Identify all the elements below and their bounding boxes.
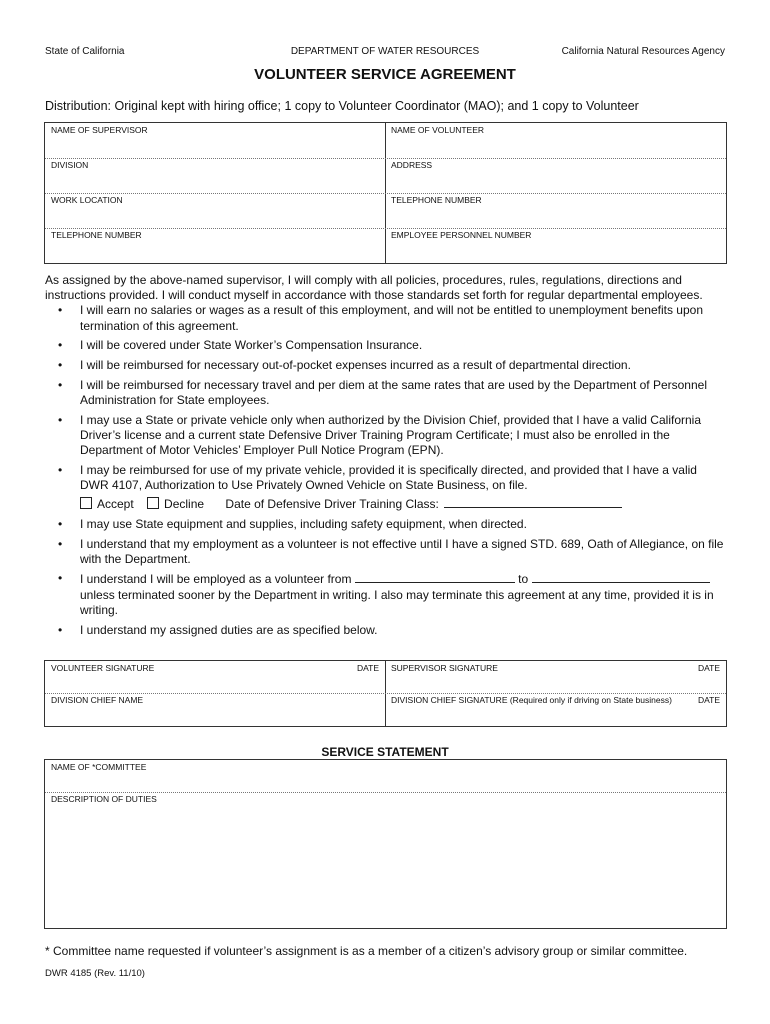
work-location-field[interactable] — [45, 193, 385, 228]
list-item — [45, 537, 725, 567]
list-item — [45, 463, 725, 513]
field-label: NAME OF *COMMITTEE — [51, 762, 147, 772]
header-department: DEPARTMENT OF WATER RESOURCES — [290, 46, 480, 57]
field-label: NAME OF VOLUNTEER — [391, 125, 485, 135]
term-text: I will be reimbursed for necessary out-of-pocket expenses incurred as a result of departmental direction. — [80, 358, 631, 373]
field-label: VOLUNTEER SIGNATURE — [51, 663, 155, 673]
term-text: I may use State equipment and supplies, including safety equipment, when directed. — [80, 516, 527, 531]
committee-name-field[interactable] — [45, 760, 726, 792]
term-text: I will earn no salaries or wages as a result of this employment, and will not be entitled to unemployment benefits upon termination of this agreement. — [80, 303, 704, 333]
field-label: WORK LOCATION — [51, 195, 123, 205]
field-label: TELEPHONE NUMBER — [51, 230, 142, 240]
personnel-number-field[interactable] — [385, 228, 726, 263]
division-chief-name-field[interactable] — [45, 693, 385, 726]
field-label: NAME OF SUPERVISOR — [51, 125, 148, 135]
volunteer-telephone-field[interactable] — [385, 193, 726, 228]
term-text: I will be reimbursed for necessary travel and per diem at the same rates that are used by the Department of Personnel Administration for State employees. — [80, 377, 707, 407]
field-label: SUPERVISOR SIGNATURE — [391, 663, 498, 673]
terms-list — [45, 303, 725, 637]
to-label: to — [518, 572, 529, 587]
decline-label: Decline — [164, 497, 205, 512]
term-text: I may use a State or private vehicle only when authorized by the Division Chief, provided that I have a valid California Driver’s license and a current state Defensive Driver Training Program Certificate; I must also be enrolled in the Department of Motor Vehicles’ Employer Pull Notice Program (EPN). — [80, 412, 701, 458]
service-statement-title: SERVICE STATEMENT — [321, 745, 449, 759]
supervisor-signature-field[interactable] — [385, 661, 726, 693]
term-text: I will be covered under State Worker’s Compensation Insurance. — [80, 338, 423, 353]
distribution-note: Distribution: Original kept with hiring office; 1 copy to Volunteer Coordinator (MAO); and 1 copy to Volunteer — [45, 99, 639, 113]
signature-table — [44, 660, 727, 727]
field-label: DIVISION CHIEF NAME — [51, 695, 144, 705]
end-date-input[interactable] — [532, 571, 710, 583]
volunteer-signature-field[interactable] — [45, 661, 385, 693]
start-date-input[interactable] — [355, 571, 515, 583]
field-label: ADDRESS — [391, 160, 433, 170]
term-text: I understand that my employment as a volunteer is not effective until I have a signed STD. 689, Oath of Allegiance, on file with the Department. — [80, 536, 724, 566]
supervisor-telephone-field[interactable] — [45, 228, 385, 263]
field-label: TELEPHONE NUMBER — [391, 195, 482, 205]
date-label: DATE — [697, 663, 720, 673]
duties-description-field[interactable] — [45, 792, 726, 928]
form-number: DWR 4185 (Rev. 11/10) — [45, 968, 145, 979]
list-item — [45, 517, 725, 532]
field-label: DIVISION — [51, 160, 89, 170]
list-item — [45, 571, 725, 618]
field-label: DESCRIPTION OF DUTIES — [51, 794, 157, 804]
header-state: State of California — [45, 46, 125, 57]
list-item — [45, 413, 725, 459]
page-title: VOLUNTEER SERVICE AGREEMENT — [254, 66, 516, 83]
header-agency: California Natural Resources Agency — [561, 46, 725, 57]
driver-training-row — [80, 496, 725, 512]
list-item — [45, 378, 725, 408]
term-text: I understand I will be employed as a volunteer from — [80, 572, 352, 587]
field-label: EMPLOYEE PERSONNEL NUMBER — [391, 230, 532, 240]
date-label: DATE — [356, 663, 379, 673]
term-text: unless terminated sooner by the Department in writing. I also may terminate this agreement at any time, provided it is in writing. — [80, 587, 714, 617]
field-label: DIVISION CHIEF SIGNATURE (Required only if driving on State business) — [391, 695, 672, 705]
agreement-body — [45, 273, 725, 638]
term-text: I understand my assigned duties are as specified below. — [80, 622, 378, 637]
intro-paragraph: As assigned by the above-named supervisor, I will comply with all policies, procedures, rules, regulations, directions and instructions provided. I will conduct myself in accordance with those standards set forth for regular departmental employees. — [45, 273, 703, 303]
info-table — [44, 122, 727, 264]
decline-checkbox[interactable] — [147, 497, 159, 509]
division-field[interactable] — [45, 158, 385, 193]
date-label: DATE — [697, 695, 720, 705]
list-item — [45, 623, 725, 638]
training-date-input[interactable] — [444, 496, 622, 508]
service-statement-table — [44, 759, 727, 929]
division-chief-signature-field[interactable] — [385, 693, 726, 726]
list-item — [45, 358, 725, 373]
accept-label: Accept — [97, 497, 134, 512]
training-date-label: Date of Defensive Driver Training Class: — [225, 497, 439, 512]
address-field[interactable] — [385, 158, 726, 193]
term-text: I may be reimbursed for use of my private vehicle, provided it is specifically directed, and provided that I have a valid DWR 4107, Authorization to Use Privately Owned Vehicle on State Business, on file. — [80, 462, 697, 492]
list-item — [45, 338, 725, 353]
accept-checkbox[interactable] — [80, 497, 92, 509]
volunteer-name-field[interactable] — [385, 123, 726, 158]
committee-footnote: * Committee name requested if volunteer’s assignment is as a member of a citizen’s advisory group or similar committee. — [45, 944, 688, 958]
list-item — [45, 303, 725, 333]
supervisor-name-field[interactable] — [45, 123, 385, 158]
